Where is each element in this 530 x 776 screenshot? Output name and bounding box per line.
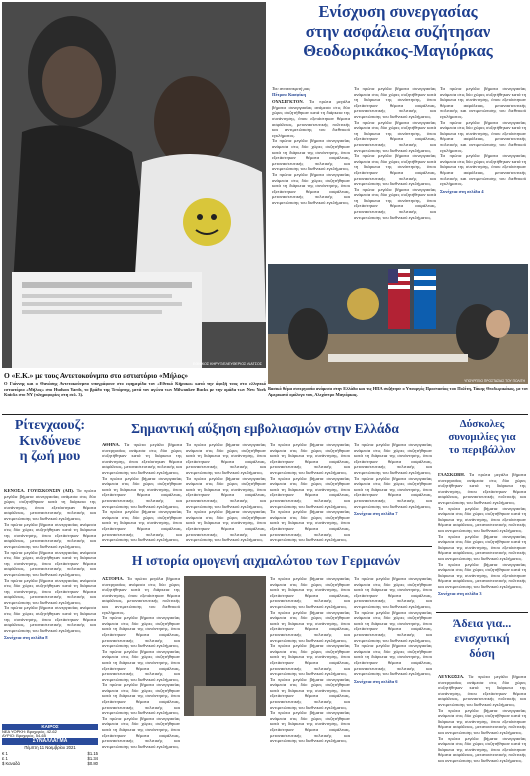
body-text: Τα πρώτα μεγάλα βήματα συνεργασίας ανάμεσα στις δύο χώρες συζητήθηκαν κατά τη διάρκεια της συνάντησης, όπου εξετάστηκαν θέματα ασφάλειας, μεταναστευτικής πολιτικής και αντιμετώπισης του διεθνικού εγκλήματος. bbox=[440, 119, 526, 153]
dyskoles-body bbox=[438, 472, 526, 608]
photo-credit: ΕΘΝΙΚΟΣ ΚΗΡΥΞ/ΕΛΕΥΘΕΡΙΟΣ ΛΙΑΤΣΟΣ bbox=[193, 362, 262, 366]
adeia-body bbox=[438, 674, 526, 774]
ritenhouse-body bbox=[4, 488, 96, 724]
vaccination-column-3 bbox=[270, 442, 350, 542]
meeting-photo-caption: Βασικό θέμα συνεργασία ανάμεσα στην Ελλάδα και τις ΗΠΑ συζήτησε ο Υπουργός Προστασίας του Πολίτη, Τάκης Θεοδωρικάκος, με τον Αμερικανό ομόλογο του, Αλεχάντρο Μαγιόρκας. bbox=[268, 386, 528, 397]
caption-text: Ο Γιάννης και ο Θανάσης Αντετοκούνμπο υπογράφουν στο εφημερίδα τον «Εθνικό Κήρυκα» κατά την άφιξή τους στο ελληνικό εστιατόριο «Μήλος» στο Hudson Yards, το βράδυ της Τετάρτης, μετά τον αγώνα των Milwaukee Bucks με την ομάδα των New York Knicks στο NY (πληροφορίες στη σελ. 3). bbox=[4, 381, 266, 397]
meeting-photo bbox=[268, 264, 528, 384]
continued-link[interactable]: Συνέχεια στη σελίδα 6 bbox=[354, 678, 398, 684]
body-text: Τα πρώτα μεγάλα βήματα συνεργασίας ανάμεσα στις δύο χώρες συζητήθηκαν κατά τη διάρκεια της συνάντησης, όπου εξετάστηκαν θέματα ασφάλειας, μεταναστευτικής πολιτικής και αντιμετώπισης του διεθνικού εγκλήματος. bbox=[270, 643, 350, 677]
caption-title: Ο «Ε.Κ.» με τους Αντετοκούνμπο στο εστιατόριο «Μήλος» bbox=[4, 371, 189, 380]
body-text: Τα πρώτα μεγάλα βήματα συνεργασίας ανάμεσα στις δύο χώρες συζητήθηκαν κατά τη διάρκεια της συνάντησης, όπου εξετάστηκαν θέματα ασφάλειας, μεταναστευτικής πολιτικής και αντιμετώπισης του διεθνικού εγκλήματος. bbox=[354, 576, 432, 609]
top-story-column-1 bbox=[272, 86, 350, 261]
body-text: Τα πρώτα μεγάλα βήματα συνεργασίας ανάμεσα στις δύο χώρες συζητήθηκαν κατά τη διάρκεια της συνάντησης, όπου εξετάστηκαν θέματα ασφάλειας, μεταναστευτικής πολιτικής και αντιμετώπισης του διεθνικού εγκλήματος. bbox=[4, 488, 96, 521]
body-text: Τα πρώτα μεγάλα βήματα συνεργασίας ανάμεσα στις δύο χώρες συζητήθηκαν κατά τη διάρκεια της συνάντησης, όπου εξετάστηκαν θέματα ασφάλειας, μεταναστευτικής πολιτικής και αντιμετώπισης του διεθνικού εγκλήματος. bbox=[4, 549, 96, 577]
exchange-row: £ 1 $1.34 bbox=[2, 756, 98, 761]
dateline: ΟΥΑΣΙΓΚΤΟΝ. bbox=[272, 99, 304, 105]
body-text: Τα πρώτα μεγάλα βήματα συνεργασίας ανάμεσα στις δύο χώρες συζητήθηκαν κατά τη διάρκεια της συνάντησης, όπου εξετάστηκαν θέματα ασφάλειας, μεταναστευτικής πολιτικής και αντιμετώπισης του διεθνικού εγκλήματος. bbox=[102, 475, 182, 509]
body-text: Τα πρώτα μεγάλα βήματα συνεργασίας ανάμεσα στις δύο χώρες συζητήθηκαν κατά τη διάρκεια της συνάντησης, όπου εξετάστηκαν θέματα ασφάλειας, μεταναστευτικής πολιτικής και αντιμετώπισης του διεθνικού εγκλήματος. bbox=[354, 153, 436, 187]
meeting-photo-credit: ΥΠΟΥΡΓΕΙΟ ΠΡΟΣΤΑΣΙΑΣ ΤΟΥ ΠΟΛΙΤΗ bbox=[464, 379, 525, 383]
byline: Του ανταποκριτή μας bbox=[272, 86, 311, 91]
body-text: Τα πρώτα μεγάλα βήματα συνεργασίας ανάμεσα στις δύο χώρες συζητήθηκαν κατά τη διάρκεια της συνάντησης, όπου εξετάστηκαν θέματα ασφάλειας, μεταναστευτικής πολιτικής και αντιμετώπισης του διεθνικού εγκλήματος. bbox=[102, 442, 182, 475]
exchange-row: € 1 $1.15 bbox=[2, 751, 98, 756]
body-text: Τα πρώτα μεγάλα βήματα συνεργασίας ανάμεσα στις δύο χώρες συζητήθηκαν κατά τη διάρκεια της συνάντησης, όπου εξετάστηκαν θέματα ασφάλειας, μεταναστευτικής πολιτικής και αντιμετώπισης του διεθνικού εγκλήματος. bbox=[354, 186, 436, 220]
body-text: Τα πρώτα μεγάλα βήματα συνεργασίας ανάμεσα στις δύο χώρες συζητήθηκαν κατά τη διάρκεια της συνάντησης, όπου εξετάστηκαν θέματα ασφάλειας, μεταναστευτικής πολιτικής και αντιμετώπισης του διεθνικού εγκλήματος. bbox=[354, 442, 432, 475]
body-text: Τα πρώτα μεγάλα βήματα συνεργασίας ανάμεσα στις δύο χώρες συζητήθηκαν κατά τη διάρκεια της συνάντησης, όπου εξετάστηκαν θέματα ασφάλειας, μεταναστευτικής πολιτικής και αντιμετώπισης του διεθνικού εγκλήματος. bbox=[102, 615, 180, 649]
headline-line: το περιβάλλον bbox=[448, 444, 516, 456]
body-text: Τα πρώτα μεγάλα βήματα συνεργασίας ανάμεσα στις δύο χώρες συζητήθηκαν κατά τη διάρκεια της συνάντησης, όπου εξετάστηκαν θέματα ασφάλειας, μεταναστευτικής πολιτικής και αντιμετώπισης του διεθνικού εγκλήματος. bbox=[272, 171, 350, 205]
body-text: Τα πρώτα μεγάλα βήματα συνεργασίας ανάμεσα στις δύο χώρες συζητήθηκαν κατά τη διάρκεια της συνάντησης, όπου εξετάστηκαν θέματα ασφάλειας, μεταναστευτικής πολιτικής και αντιμετώπισης του διεθνικού εγκλήματος. bbox=[270, 509, 350, 542]
continued-link[interactable]: Συνέχεια στη σελίδα 4 bbox=[440, 188, 484, 194]
body-text: Τα πρώτα μεγάλα βήματα συνεργασίας ανάμεσα στις δύο χώρες συζητήθηκαν κατά τη διάρκεια της συνάντησης, όπου εξετάστηκαν θέματα ασφάλειας, μεταναστευτικής πολιτικής και αντιμετώπισης του διεθνικού εγκλήματος. bbox=[186, 442, 266, 475]
body-text: Τα πρώτα μεγάλα βήματα συνεργασίας ανάμεσα στις δύο χώρες συζητήθηκαν κατά τη διάρκεια της συνάντησης, όπου εξετάστηκαν θέματα ασφάλειας, μεταναστευτικής πολιτικής και αντιμετώπισης του διεθνικού εγκλήματος. bbox=[102, 715, 180, 749]
body-text: Τα πρώτα μεγάλα βήματα συνεργασίας ανάμεσα στις δύο χώρες συζητήθηκαν κατά τη διάρκεια της συνάντησης, όπου εξετάστηκαν θέματα ασφάλειας, μεταναστευτικής πολιτικής και αντιμετώπισης του διεθνικού εγκλήματος. bbox=[272, 138, 350, 172]
body-text: Τα πρώτα μεγάλα βήματα συνεργασίας ανάμεσα στις δύο χώρες συζητήθηκαν κατά τη διάρκεια της συνάντησης, όπου εξετάστηκαν θέματα ασφάλειας, μεταναστευτικής πολιτικής και αντιμετώπισης του διεθνικού εγκλήματος. bbox=[438, 533, 526, 561]
headline-line: συνομιλίες για bbox=[448, 431, 516, 443]
exchange-box bbox=[2, 738, 98, 776]
headline-line: η ζωή μου bbox=[19, 449, 81, 464]
body-text: Τα πρώτα μεγάλα βήματα συνεργασίας ανάμεσα στις δύο χώρες συζητήθηκαν κατά τη διάρκεια της συνάντησης, όπου εξετάστηκαν θέματα ασφάλειας, μεταναστευτικής πολιτικής και αντιμετώπισης του διεθνικού εγκλήματος. bbox=[354, 475, 432, 509]
body-text: Τα πρώτα μεγάλα βήματα συνεργασίας ανάμεσα στις δύο χώρες συζητήθηκαν κατά τη διάρκεια της συνάντησης, όπου εξετάστηκαν θέματα ασφάλειας, μεταναστευτικής πολιτικής και αντιμετώπισης του διεθνικού εγκλήματος. bbox=[354, 119, 436, 153]
history-column-3 bbox=[270, 576, 350, 774]
body-text: Τα πρώτα μεγάλα βήματα συνεργασίας ανάμεσα στις δύο χώρες συζητήθηκαν κατά τη διάρκεια της συνάντησης, όπου εξετάστηκαν θέματα ασφάλειας, μεταναστευτικής πολιτικής και αντιμετώπισης του διεθνικού εγκλήματος. bbox=[440, 153, 526, 187]
body-text: Τα πρώτα μεγάλα βήματα συνεργασίας ανάμεσα στις δύο χώρες συζητήθηκαν κατά τη διάρκεια της συνάντησης, όπου εξετάστηκαν θέματα ασφάλειας, μεταναστευτικής πολιτικής και αντιμετώπισης του διεθνικού εγκλήματος. bbox=[270, 576, 350, 609]
body-text: Τα πρώτα μεγάλα βήματα συνεργασίας ανάμεσα στις δύο χώρες συζητήθηκαν κατά τη διάρκεια της συνάντησης, όπου εξετάστηκαν θέματα ασφάλειας, μεταναστευτικής πολιτικής και αντιμετώπισης του διεθνικού εγκλήματος. bbox=[102, 648, 180, 682]
weather-row: ΑΥΡΙΟ: Βροχερός, 54-65 bbox=[2, 733, 46, 738]
body-text: Τα πρώτα μεγάλα βήματα συνεργασίας ανάμεσα στις δύο χώρες συζητήθηκαν κατά τη διάρκεια της συνάντησης, όπου εξετάστηκαν θέματα ασφάλειας, μεταναστευτικής πολιτικής και αντιμετώπισης του διεθνικού εγκλήματος. bbox=[438, 505, 526, 533]
dateline: ΓΛΑΣΚΩΒΗ. bbox=[438, 472, 465, 477]
exchange-row: $ Καναδά $0.80 bbox=[2, 761, 98, 766]
body-text: Τα πρώτα μεγάλα βήματα συνεργασίας ανάμεσα στις δύο χώρες συζητήθηκαν κατά τη διάρκεια της συνάντησης, όπου εξετάστηκαν θέματα ασφάλειας, μεταναστευτικής πολιτικής και αντιμετώπισης του διεθνικού εγκλήματος. bbox=[102, 509, 182, 542]
exchange-date: Πέμπτη 11 Νοεμβρίου 2021 bbox=[24, 745, 76, 750]
section-divider bbox=[436, 612, 528, 613]
top-story-headline bbox=[268, 2, 528, 82]
adeia-headline bbox=[436, 616, 528, 670]
body-text: Τα πρώτα μεγάλα βήματα συνεργασίας ανάμεσα στις δύο χώρες συζητήθηκαν κατά τη διάρκεια της συνάντησης, όπου εξετάστηκαν θέματα ασφάλειας, μεταναστευτικής πολιτικής και αντιμετώπισης του διεθνικού εγκλήματος. bbox=[186, 475, 266, 509]
section-divider bbox=[2, 414, 528, 415]
dateline: ΛΕΥΚΩΣΙΑ. bbox=[438, 674, 465, 679]
weather-row: ΝΕΑ ΥΟΡΚΗ: Βροχερός, 42-62 bbox=[2, 729, 57, 734]
history-photo bbox=[184, 576, 266, 716]
exchange-title: ΣΥΝΑΛΛΑΓΜΑ bbox=[2, 738, 98, 745]
body-text: Τα πρώτα μεγάλα βήματα συνεργασίας ανάμεσα στις δύο χώρες συζητήθηκαν κατά τη διάρκεια της συνάντησης, όπου εξετάστηκαν θέματα ασφάλειας, μεταναστευτικής πολιτικής και αντιμετώπισης του διεθνικού εγκλήματος. bbox=[354, 643, 432, 677]
body-text: Τα πρώτα μεγάλα βήματα συνεργασίας ανάμεσα στις δύο χώρες συζητήθηκαν κατά τη διάρκεια της συνάντησης, όπου εξετάστηκαν θέματα ασφάλειας, μεταναστευτικής πολιτικής και αντιμετώπισης του διεθνικού εγκλήματος. bbox=[102, 576, 180, 615]
body-text: Τα πρώτα μεγάλα βήματα συνεργασίας ανάμεσα στις δύο χώρες συζητήθηκαν κατά τη διάρκεια της συνάντησης, όπου εξετάστηκαν θέματα ασφάλειας, μεταναστευτικής πολιτικής και αντιμετώπισης του διεθνικού εγκλήματος. bbox=[186, 509, 266, 542]
headline-line: ενισχυτική bbox=[454, 631, 510, 645]
body-text: Τα πρώτα μεγάλα βήματα συνεργασίας ανάμεσα στις δύο χώρες συζητήθηκαν κατά τη διάρκεια της συνάντησης, όπου εξετάστηκαν θέματα ασφάλειας, μεταναστευτικής πολιτικής και αντιμετώπισης του διεθνικού εγκλήματος. bbox=[440, 86, 526, 119]
body-text: Τα πρώτα μεγάλα βήματα συνεργασίας ανάμεσα στις δύο χώρες συζητήθηκαν κατά τη διάρκεια της συνάντησης, όπου εξετάστηκαν θέματα ασφάλειας, μεταναστευτικής πολιτικής και αντιμετώπισης του διεθνικού εγκλήματος. bbox=[438, 674, 526, 707]
body-text: Τα πρώτα μεγάλα βήματα συνεργασίας ανάμεσα στις δύο χώρες συζητήθηκαν κατά τη διάρκεια της συνάντησης, όπου εξετάστηκαν θέματα ασφάλειας, μεταναστευτικής πολιτικής και αντιμετώπισης του διεθνικού εγκλήματος. bbox=[270, 442, 350, 475]
continued-link[interactable]: Συνέχεια στη σελίδα 8 bbox=[4, 635, 48, 641]
history-headline: Η ιστορία ομογενή αιχμαλώτου των Γερμανών bbox=[131, 553, 401, 568]
weather-title: ΚΑΙΡΟΣ bbox=[2, 724, 98, 730]
dateline: ΑΣΤΟΡΙΑ. bbox=[102, 576, 124, 581]
history-photo-illustration bbox=[184, 576, 266, 716]
antetokounmpo-photo bbox=[2, 2, 266, 368]
top-story-column-2 bbox=[354, 86, 436, 261]
body-text: Τα πρώτα μεγάλα βήματα συνεργασίας ανάμεσα στις δύο χώρες συζητήθηκαν κατά τη διάρκεια της συνάντησης, όπου εξετάστηκαν θέματα ασφάλειας, μεταναστευτικής πολιτικής και αντιμετώπισης του διεθνικού εγκλήματος. bbox=[270, 475, 350, 509]
vaccination-column-2 bbox=[186, 442, 266, 542]
history-column-4 bbox=[354, 576, 432, 774]
body-text: Τα πρώτα μεγάλα βήματα συνεργασίας ανάμεσα στις δύο χώρες συζητήθηκαν κατά τη διάρκεια της συνάντησης, όπου εξετάστηκαν θέματα ασφάλειας, μεταναστευτικής πολιτικής και αντιμετώπισης του διεθνικού εγκλήματος. bbox=[102, 682, 180, 716]
left-photo-caption bbox=[4, 371, 266, 413]
weather-strip bbox=[2, 724, 98, 738]
continued-link[interactable]: Συνέχεια στη σελίδα 7 bbox=[354, 511, 398, 517]
body-text: Τα πρώτα μεγάλα βήματα συνεργασίας ανάμεσα στις δύο χώρες συζητήθηκαν κατά τη διάρκεια της συνάντησης, όπου εξετάστηκαν θέματα ασφάλειας, μεταναστευτικής πολιτικής και αντιμετώπισης του διεθνικού εγκλήματος. bbox=[438, 561, 526, 589]
headline-line: Ενίσχυση συνεργασίας bbox=[318, 2, 478, 21]
body-text: Τα πρώτα μεγάλα βήματα συνεργασίας ανάμεσα στις δύο χώρες συζητήθηκαν κατά τη διάρκεια της συνάντησης, όπου εξετάστηκαν θέματα ασφάλειας, μεταναστευτικής πολιτικής και αντιμετώπισης του διεθνικού εγκλήματος. bbox=[272, 99, 350, 138]
body-text: Τα πρώτα μεγάλα βήματα συνεργασίας ανάμεσα στις δύο χώρες συζητήθηκαν κατά τη διάρκεια της συνάντησης, όπου εξετάστηκαν θέματα ασφάλειας, μεταναστευτικής πολιτικής και αντιμετώπισης του διεθνικού εγκλήματος. bbox=[270, 710, 350, 744]
top-story-column-3 bbox=[440, 86, 526, 261]
history-column-1 bbox=[102, 576, 180, 774]
headline-line: στην ασφάλεια συζήτησαν bbox=[305, 21, 491, 41]
body-text: Τα πρώτα μεγάλα βήματα συνεργασίας ανάμεσα στις δύο χώρες συζητήθηκαν κατά τη διάρκεια της συνάντησης, όπου εξετάστηκαν θέματα ασφάλειας, μεταναστευτικής πολιτικής και αντιμετώπισης του διεθνικού εγκλήματος. bbox=[438, 707, 526, 735]
body-text: Τα πρώτα μεγάλα βήματα συνεργασίας ανάμεσα στις δύο χώρες συζητήθηκαν κατά τη διάρκεια της συνάντησης, όπου εξετάστηκαν θέματα ασφάλειας, μεταναστευτικής πολιτικής και αντιμετώπισης του διεθνικού εγκλήματος. bbox=[438, 472, 526, 505]
body-text: Τα πρώτα μεγάλα βήματα συνεργασίας ανάμεσα στις δύο χώρες συζητήθηκαν κατά τη διάρκεια της συνάντησης, όπου εξετάστηκαν θέματα ασφάλειας, μεταναστευτικής πολιτικής και αντιμετώπισης του διεθνικού εγκλήματος. bbox=[354, 86, 436, 119]
byline-name: Πέτρου Κασφίκη bbox=[272, 91, 306, 97]
headline-line: Θεοδωρικάκος-Μαγιόρκας bbox=[303, 41, 493, 60]
body-text: Τα πρώτα μεγάλα βήματα συνεργασίας ανάμεσα στις δύο χώρες συζητήθηκαν κατά τη διάρκεια της συνάντησης, όπου εξετάστηκαν θέματα ασφάλειας, μεταναστευτικής πολιτικής και αντιμετώπισης του διεθνικού εγκλήματος. bbox=[270, 609, 350, 643]
vaccination-headline: Σημαντική αύξηση εμβολιασμών στην Ελλάδα bbox=[131, 421, 399, 436]
headline-line: Κινδύνευε bbox=[19, 433, 81, 449]
body-text: Τα πρώτα μεγάλα βήματα συνεργασίας ανάμεσα στις δύο χώρες συζητήθηκαν κατά τη διάρκεια της συνάντησης, όπου εξετάστηκαν θέματα ασφάλειας, μεταναστευτικής πολιτικής και αντιμετώπισης του διεθνικού εγκλήματος. bbox=[4, 577, 96, 605]
meeting-illustration bbox=[268, 264, 528, 384]
continued-link[interactable]: Συνέχεια στη σελίδα 3 bbox=[438, 591, 482, 597]
headline-line: δόση bbox=[469, 646, 495, 660]
ritenhouse-headline bbox=[2, 418, 98, 484]
headline-line: Ρίτενχαουζ: bbox=[14, 418, 86, 433]
body-text: Τα πρώτα μεγάλα βήματα συνεργασίας ανάμεσα στις δύο χώρες συζητήθηκαν κατά τη διάρκεια της συνάντησης, όπου εξετάστηκαν θέματα ασφάλειας, μεταναστευτικής πολιτικής και αντιμετώπισης του διεθνικού εγκλήματος. bbox=[438, 735, 526, 763]
dyskoles-headline bbox=[436, 418, 528, 468]
body-text: Τα πρώτα μεγάλα βήματα συνεργασίας ανάμεσα στις δύο χώρες συζητήθηκαν κατά τη διάρκεια της συνάντησης, όπου εξετάστηκαν θέματα ασφάλειας, μεταναστευτικής πολιτικής και αντιμετώπισης του διεθνικού εγκλήματος. bbox=[4, 521, 96, 549]
body-text: Τα πρώτα μεγάλα βήματα συνεργασίας ανάμεσα στις δύο χώρες συζητήθηκαν κατά τη διάρκεια της συνάντησης, όπου εξετάστηκαν θέματα ασφάλειας, μεταναστευτικής πολιτικής και αντιμετώπισης του διεθνικού εγκλήματος. bbox=[270, 676, 350, 710]
dateline: ΚΕΝΟΣΑ. ΓΟΥΙΣΚΟΝΣΙΝ (ΑΠ). bbox=[4, 488, 75, 493]
dateline: ΑΘΗΝΑ. bbox=[102, 442, 120, 447]
headline-line: Δύσκολες bbox=[459, 418, 505, 430]
vaccination-column-4 bbox=[354, 442, 432, 542]
headline-line: Άδεια για... bbox=[452, 616, 512, 630]
body-text: Τα πρώτα μεγάλα βήματα συνεργασίας ανάμεσα στις δύο χώρες συζητήθηκαν κατά τη διάρκεια της συνάντησης, όπου εξετάστηκαν θέματα ασφάλειας, μεταναστευτικής πολιτικής και αντιμετώπισης του διεθνικού εγκλήματος. bbox=[354, 609, 432, 643]
photo-illustration bbox=[2, 2, 266, 368]
vaccination-column-1 bbox=[102, 442, 182, 542]
body-text: Τα πρώτα μεγάλα βήματα συνεργασίας ανάμεσα στις δύο χώρες συζητήθηκαν κατά τη διάρκεια της συνάντησης, όπου εξετάστηκαν θέματα ασφάλειας, μεταναστευτικής πολιτικής και αντιμετώπισης του διεθνικού εγκλήματος. bbox=[4, 605, 96, 633]
section-divider bbox=[100, 546, 432, 547]
